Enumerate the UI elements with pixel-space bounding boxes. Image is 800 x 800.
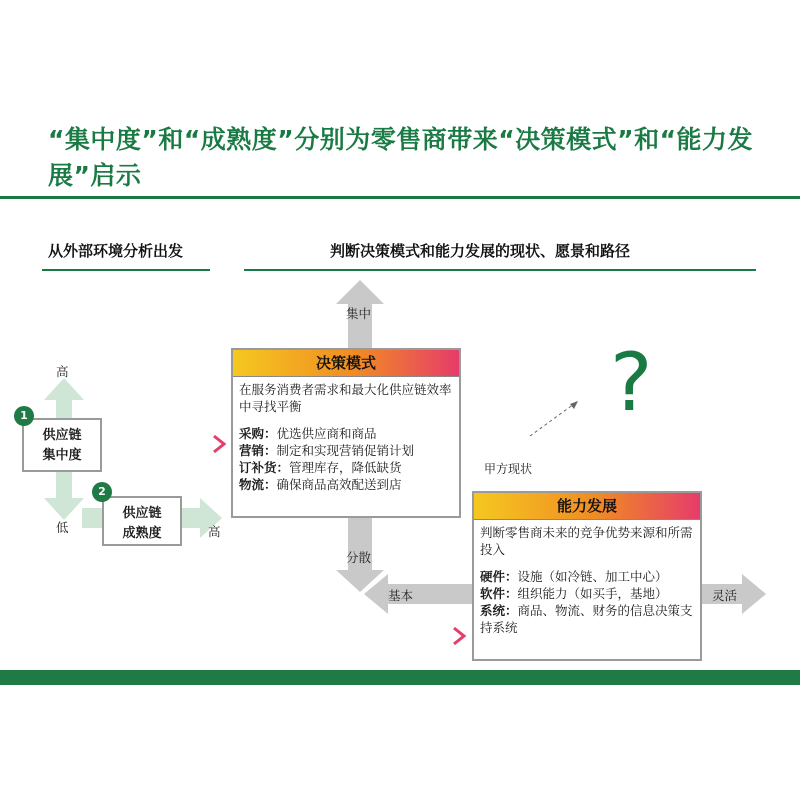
maturity-label-line1: 供应链 [122,506,162,521]
capability-title: 能力发展 [474,493,700,520]
capability-item: 系统：商品、物流、财务的信息决策支持系统 [480,603,693,635]
concentration-high-label: 高 [56,364,69,379]
axis-label-bottom: 分散 [346,550,372,565]
maturity-box [102,496,182,546]
concentration-badge: 1 [14,406,34,426]
maturity-label-line2: 成熟度 [122,526,162,541]
capability-body [474,520,700,640]
decision-item: 采购：优选供应商和商品 [239,426,377,441]
decision-item: 营销：制定和实现营销促销计划 [239,443,415,458]
maturity-badge: 2 [92,482,112,502]
decision-mode-title: 决策模式 [233,350,459,377]
concentration-label-line2: 集中度 [42,448,82,463]
axis-label-right: 灵活 [712,588,738,603]
decision-mode-body [233,377,459,497]
decision-item: 物流：确保商品高效配送到店 [239,477,402,492]
axis-label-top: 集中 [346,306,372,321]
capability-intro: 判断零售商未来的竞争优势来源和所需投入 [480,525,693,557]
concentration-box [22,418,102,472]
decision-mode-intro: 在服务消费者需求和最大化供应链效率中寻找平衡 [239,382,452,414]
question-mark: ? [610,336,653,429]
section-left-heading: 从外部环境分析出发 [48,242,184,260]
decision-item: 订补货：管理库存，降低缺货 [239,460,402,475]
decision-mode-box [231,348,461,518]
capability-box [472,491,702,661]
maturity-high-label: 高 [208,524,221,539]
axis-label-left: 基本 [388,588,414,603]
footer-bar [0,670,800,685]
capability-item: 硬件：设施（如冷链、加工中心） [480,569,668,584]
capability-item: 软件：组织能力（如买手，基地） [480,586,668,601]
current-state-label: 甲方现状 [484,462,533,476]
section-right-heading: 判断决策模式和能力发展的现状、愿景和路径 [330,242,631,260]
page-title: “集中度”和“成熟度”分别为零售商带来“决策模式”和“能力发展”启示 [48,125,754,190]
concentration-label-line1: 供应链 [42,428,82,443]
concentration-low-label: 低 [56,520,69,535]
